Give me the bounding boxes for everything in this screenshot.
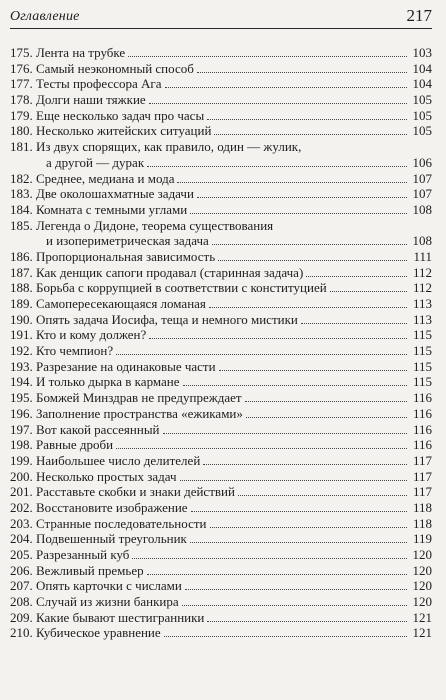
- entry-number: 206.: [10, 562, 33, 578]
- entry-title: Две околошахматные задачи: [36, 186, 194, 202]
- entry-number: 201.: [10, 484, 33, 500]
- toc-entry: [10, 485, 432, 499]
- entry-title: Кубическое уравнение: [36, 625, 161, 641]
- dot-leader: [210, 527, 408, 528]
- dot-leader: [183, 385, 407, 386]
- entry-number: 186.: [10, 248, 33, 264]
- entry-title: Как денщик сапоги продавал (старинная задача): [36, 264, 304, 280]
- entry-number: 192.: [10, 343, 33, 359]
- entry-page: 112: [412, 280, 432, 296]
- dot-leader: [147, 166, 407, 167]
- dot-leader: [177, 182, 407, 183]
- entry-page: 118: [412, 515, 432, 531]
- entry-page: 115: [412, 358, 432, 374]
- entry-title: Самый неэкономный способ: [36, 60, 194, 76]
- dot-leader: [306, 276, 407, 277]
- toc-entry: [10, 532, 432, 546]
- entry-number: 184.: [10, 201, 33, 217]
- entry-number: 187.: [10, 264, 33, 280]
- entry-title: Вот какой рассеянный: [36, 421, 160, 437]
- entry-page: 111: [413, 248, 432, 264]
- toc-entry: [10, 470, 432, 484]
- dot-leader: [219, 370, 407, 371]
- toc-entry-line: [10, 219, 432, 233]
- dot-leader: [245, 401, 407, 402]
- entry-page: 116: [412, 390, 432, 406]
- entry-title: Какие бывают шестигранники: [36, 609, 205, 625]
- entry-page: 116: [412, 405, 432, 421]
- toc-entry: [10, 611, 432, 625]
- entry-title: Опять задача Иосифа, теща и немного мистики: [36, 311, 298, 327]
- dot-leader: [246, 417, 407, 418]
- toc-entry: [10, 501, 432, 515]
- toc-entry: [10, 62, 432, 76]
- entry-page: 115: [412, 343, 432, 359]
- entry-number: 199.: [10, 452, 33, 468]
- entry-page: 112: [412, 264, 432, 280]
- dot-leader: [218, 260, 407, 261]
- entry-title: Разрезанный куб: [36, 547, 130, 562]
- entry-number: 180.: [10, 123, 33, 139]
- entry-title: Еще несколько задач про часы: [36, 107, 205, 123]
- entry-title: Равные дроби: [36, 437, 114, 453]
- entry-title: Наибольшее число делителей: [36, 452, 201, 468]
- entry-page: 104: [412, 76, 432, 92]
- dot-leader: [149, 103, 407, 104]
- toc-entry: [10, 77, 432, 91]
- dot-leader: [301, 323, 407, 324]
- entry-number: 203.: [10, 515, 33, 531]
- entry-page: 116: [412, 421, 432, 437]
- entry-number: 198.: [10, 437, 33, 453]
- dot-leader: [116, 448, 407, 449]
- entry-page: 115: [412, 374, 432, 390]
- toc-entry-continuation: [10, 156, 432, 170]
- entry-number: 210.: [10, 625, 33, 641]
- entry-number: 188.: [10, 280, 33, 296]
- section-title: Оглавление: [10, 9, 80, 24]
- toc-entry: [10, 203, 432, 217]
- entry-title: Борьба с коррупцией в соответствии с конституцией: [36, 280, 327, 296]
- entry-page: 108: [412, 233, 432, 249]
- toc-entry: [10, 281, 432, 295]
- entry-number: 177.: [10, 76, 33, 92]
- toc-entry: [10, 219, 432, 249]
- entry-title: Кто и кому должен?: [36, 327, 147, 343]
- dot-leader: [207, 621, 407, 622]
- entry-number: 202.: [10, 499, 33, 515]
- entry-page: 106: [412, 154, 432, 170]
- entry-title: Из двух спорящих, как правило, один — жулик,: [36, 139, 302, 155]
- dot-leader: [207, 119, 407, 120]
- dot-leader: [212, 244, 407, 245]
- entry-page: 104: [412, 60, 432, 76]
- toc-entry: [10, 548, 432, 562]
- toc-entry: [10, 438, 432, 452]
- toc-entry: [10, 172, 432, 186]
- entry-page: 116: [412, 437, 432, 453]
- dot-leader: [163, 433, 407, 434]
- dot-leader: [149, 338, 407, 339]
- toc-entry: [10, 266, 432, 280]
- entry-page: 108: [412, 201, 432, 217]
- toc-entry: [10, 109, 432, 123]
- entry-page: 118: [412, 499, 432, 515]
- dot-leader: [214, 134, 407, 135]
- entry-number: 200.: [10, 468, 33, 484]
- entry-number: 191.: [10, 327, 33, 343]
- entry-page: 107: [412, 170, 432, 186]
- entry-title: И только дырка в кармане: [36, 374, 180, 390]
- entry-title: Комната с темными углами: [36, 201, 188, 217]
- entry-title: Легенда о Дидоне, теорема существования: [36, 217, 274, 233]
- dot-leader: [182, 605, 407, 606]
- dot-leader: [165, 87, 408, 88]
- entry-title: Самопересекающаяся ломаная: [36, 296, 206, 311]
- entry-title: Странные последовательности: [36, 515, 207, 531]
- entry-number: 182.: [10, 170, 33, 186]
- toc-entry: [10, 454, 432, 468]
- entry-title: Подвешенный треугольник: [36, 531, 187, 547]
- entry-title: Тесты профессора Ага: [36, 76, 162, 92]
- entry-page: 113: [412, 296, 432, 311]
- dot-leader: [128, 56, 407, 57]
- table-of-contents: [10, 46, 432, 642]
- entry-page: 107: [412, 186, 432, 202]
- dot-leader: [197, 197, 407, 198]
- entry-page: 120: [412, 547, 432, 562]
- entry-title: Несколько простых задач: [36, 468, 177, 484]
- entry-page: 117: [412, 468, 432, 484]
- entry-title: Опять карточки с числами: [36, 578, 182, 594]
- entry-title: Лента на трубке: [36, 45, 126, 60]
- entry-number: 204.: [10, 531, 33, 547]
- dot-leader: [191, 511, 407, 512]
- entry-page: 105: [412, 123, 432, 139]
- entry-title: Бомжей Минздрав не предупреждает: [36, 390, 242, 406]
- entry-title: Заполнение пространства «ежиками»: [36, 405, 243, 421]
- toc-entry: [10, 140, 432, 170]
- entry-number: 197.: [10, 421, 33, 437]
- entry-title: Разрезание на одинаковые части: [36, 358, 216, 374]
- entry-number: 193.: [10, 358, 33, 374]
- entry-number: 176.: [10, 60, 33, 76]
- entry-number: 209.: [10, 609, 33, 625]
- dot-leader: [185, 589, 407, 590]
- entry-page: 121: [412, 625, 432, 641]
- entry-title: Среднее, медиана и мода: [36, 170, 175, 186]
- entry-page: 119: [412, 531, 432, 547]
- toc-entry: [10, 187, 432, 201]
- entry-number: 175.: [10, 45, 33, 60]
- entry-page: 113: [412, 311, 432, 327]
- toc-entry-line: [10, 140, 432, 154]
- entry-title: Расставьте скобки и знаки действий: [36, 484, 235, 500]
- entry-page: 120: [412, 578, 432, 594]
- toc-entry: [10, 46, 432, 60]
- entry-page: 117: [412, 452, 432, 468]
- entry-title-continued: а другой — дурак: [46, 154, 145, 170]
- running-header: [10, 6, 432, 29]
- entry-number: 208.: [10, 594, 33, 610]
- toc-entry: [10, 579, 432, 593]
- entry-number: 195.: [10, 390, 33, 406]
- entry-number: 181.: [10, 139, 33, 155]
- toc-entry: [10, 328, 432, 342]
- entry-number: 196.: [10, 405, 33, 421]
- dot-leader: [238, 495, 407, 496]
- entry-number: 179.: [10, 107, 33, 123]
- entry-title: Долги наши тяжкие: [36, 92, 146, 108]
- toc-entry: [10, 250, 432, 264]
- toc-entry: [10, 124, 432, 138]
- dot-leader: [190, 542, 407, 543]
- dot-leader: [164, 636, 407, 637]
- toc-entry: [10, 93, 432, 107]
- dot-leader: [116, 354, 407, 355]
- entry-number: 185.: [10, 217, 33, 233]
- toc-entry: [10, 626, 432, 640]
- dot-leader: [132, 558, 407, 559]
- entry-title: Восстановите изображение: [36, 499, 188, 515]
- dot-leader: [180, 480, 407, 481]
- entry-page: 121: [412, 609, 432, 625]
- entry-number: 178.: [10, 92, 33, 108]
- entry-number: 189.: [10, 296, 33, 311]
- toc-entry: [10, 423, 432, 437]
- entry-number: 205.: [10, 547, 33, 562]
- toc-entry: [10, 564, 432, 578]
- entry-page: 105: [412, 107, 432, 123]
- entry-number: 190.: [10, 311, 33, 327]
- toc-entry: [10, 297, 432, 311]
- page-number: 217: [406, 6, 432, 25]
- toc-entry-continuation: [10, 234, 432, 248]
- entry-page: 105: [412, 92, 432, 108]
- toc-entry: [10, 360, 432, 374]
- toc-entry: [10, 391, 432, 405]
- entry-page: 120: [412, 594, 432, 610]
- dot-leader: [197, 72, 407, 73]
- entry-page: 117: [412, 484, 432, 500]
- entry-title: Случай из жизни банкира: [36, 594, 179, 610]
- entry-title: Пропорциональная зависимость: [36, 248, 216, 264]
- dot-leader: [190, 213, 407, 214]
- dot-leader: [147, 574, 407, 575]
- entry-page: 115: [412, 327, 432, 343]
- toc-entry: [10, 375, 432, 389]
- entry-title: Несколько житейских ситуаций: [36, 123, 212, 139]
- entry-page: 120: [412, 562, 432, 578]
- entry-title: Вежливый премьер: [36, 562, 144, 578]
- toc-entry: [10, 517, 432, 531]
- dot-leader: [203, 464, 407, 465]
- toc-entry: [10, 407, 432, 421]
- dot-leader: [209, 307, 407, 308]
- toc-entry: [10, 344, 432, 358]
- entry-title: Кто чемпион?: [36, 343, 114, 359]
- entry-number: 207.: [10, 578, 33, 594]
- entry-page: 103: [412, 45, 432, 60]
- toc-entry: [10, 313, 432, 327]
- dot-leader: [330, 291, 407, 292]
- entry-title-continued: и изопериметрическая задача: [46, 233, 209, 249]
- entry-number: 183.: [10, 186, 33, 202]
- entry-number: 194.: [10, 374, 33, 390]
- toc-entry: [10, 595, 432, 609]
